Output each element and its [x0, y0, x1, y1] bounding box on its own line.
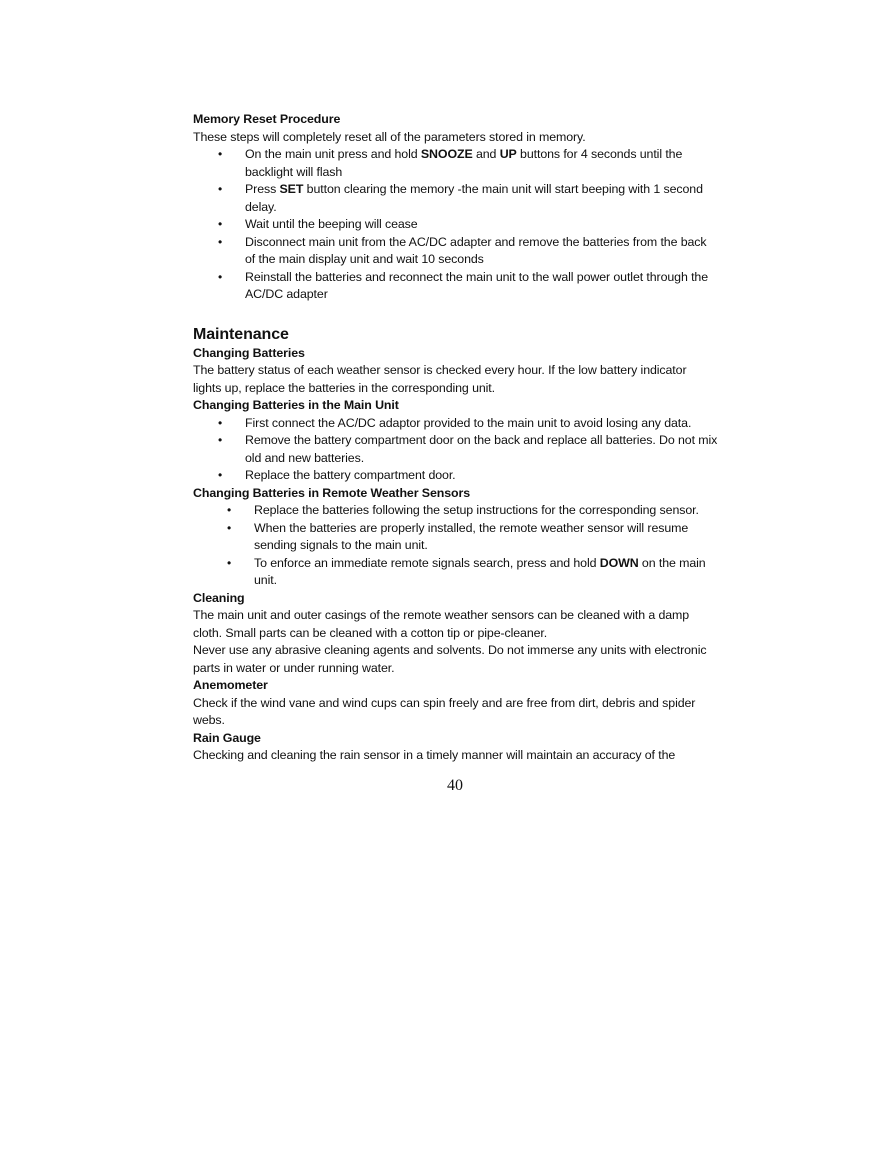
- rain-gauge-heading: Rain Gauge: [193, 730, 261, 745]
- bullet-icon: •: [218, 468, 223, 482]
- anemometer-text: Check if the wind vane and wind cups can spin freely and are free from dirt, debris and spider webs.: [193, 695, 696, 727]
- bullet-icon: •: [218, 269, 223, 284]
- main-unit-batteries-heading: Changing Batteries in the Main Unit: [193, 398, 399, 412]
- main-unit-batteries-steps: [193, 415, 718, 485]
- list-item: • To enforce an immediate remote signals search, press and hold DOWN on the main unit.: [227, 555, 706, 587]
- anemometer-heading: Anemometer: [193, 678, 268, 692]
- cleaning-heading: Cleaning: [193, 590, 245, 605]
- changing-batteries-heading: Changing Batteries: [193, 345, 305, 360]
- memory-reset-steps: [193, 146, 718, 304]
- rain-gauge-text: Checking and cleaning the rain sensor in a timely manner will maintain an accuracy of the: [193, 748, 676, 762]
- list-item: • Reinstall the batteries and reconnect the main unit to the wall power outlet through the AC/DC adapter: [218, 269, 709, 301]
- list-item: • First connect the AC/DC adaptor provided to the main unit to avoid losing any data.: [193, 415, 718, 433]
- bullet-icon: •: [218, 182, 223, 196]
- bullet-icon: •: [227, 520, 232, 535]
- bullet-icon: •: [227, 555, 232, 570]
- list-item: • On the main unit press and hold SNOOZE and UP buttons for 4 seconds until the backlight will flash: [218, 147, 683, 179]
- bullet-icon: •: [218, 234, 223, 249]
- list-item: • Press SET button clearing the memory -the main unit will start beeping with 1 second delay.: [218, 182, 703, 214]
- list-item: • Remove the battery compartment door on the back and replace all batteries. Do not mix old and new batteries.: [218, 433, 718, 465]
- list-item: • Replace the batteries following the setup instructions for the corresponding sensor.: [193, 502, 718, 520]
- list-item: • Wait until the beeping will cease: [193, 216, 718, 234]
- changing-batteries-text: The battery status of each weather sensor is checked every hour. If the low battery indicator lights up, replace the batteries in the corresponding unit.: [193, 363, 687, 395]
- cleaning-paragraph-1: The main unit and outer casings of the remote weather sensors can be cleaned with a damp cloth. Small parts can be cleaned with a cotton tip or pipe-cleaner.: [193, 608, 690, 640]
- memory-reset-intro: These steps will completely reset all of the parameters stored in memory.: [193, 129, 586, 144]
- cleaning-paragraph-2: Never use any abrasive cleaning agents and solvents. Do not immerse any units with electronic parts in water or under running water.: [193, 643, 707, 675]
- list-item: • Disconnect main unit from the AC/DC adapter and remove the batteries from the back of the main display unit and wait 10 seconds: [218, 234, 707, 266]
- remote-sensors-batteries-heading: Changing Batteries in Remote Weather Sensors: [193, 485, 470, 500]
- list-item: • When the batteries are properly installed, the remote weather sensor will resume sending signals to the main unit.: [227, 520, 689, 552]
- bullet-icon: •: [218, 217, 223, 231]
- bullet-icon: •: [218, 415, 223, 430]
- document-page: [193, 111, 718, 765]
- bullet-icon: •: [227, 503, 232, 517]
- list-item: • Replace the battery compartment door.: [193, 467, 718, 485]
- memory-reset-heading: Memory Reset Procedure: [193, 112, 341, 126]
- bullet-icon: •: [218, 433, 223, 447]
- remote-sensors-batteries-steps: [193, 502, 718, 590]
- bullet-icon: •: [218, 147, 223, 161]
- maintenance-heading: Maintenance: [193, 325, 289, 343]
- page-number: 40: [447, 777, 463, 794]
